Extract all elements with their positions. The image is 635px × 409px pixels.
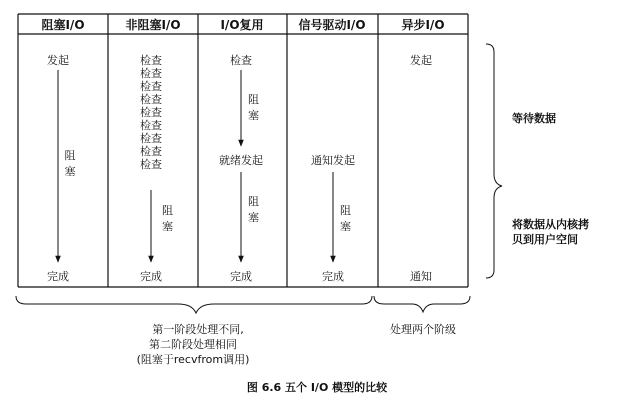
header-async-io: 异步I/O — [401, 18, 445, 32]
signal-block-char-1: 阻 — [340, 204, 351, 217]
async-end-label: 通知 — [410, 270, 432, 283]
header-nonblocking-io: 非阻塞I/O — [125, 18, 181, 32]
multiplex-block-char-4: 塞 — [248, 211, 259, 224]
column-io-multiplexing — [219, 53, 263, 283]
signal-block-char-2: 塞 — [340, 220, 351, 233]
column-blocking-io — [47, 53, 78, 283]
multiplex-block-char-3: 阻 — [248, 195, 259, 208]
right-phase-brace — [486, 44, 502, 278]
blocking-start-label: 发起 — [47, 54, 69, 67]
nonblocking-block-char-1: 阻 — [162, 204, 173, 217]
bottom-note-left-line1: 第一阶段处理不同, — [152, 323, 244, 336]
bottom-brace-left — [16, 296, 372, 313]
nonblocking-end-label: 完成 — [140, 270, 162, 283]
check-label: 检查 — [140, 80, 162, 93]
phase2-label-line2: 贝到用户空间 — [512, 233, 578, 246]
phase1-label: 等待数据 — [512, 112, 556, 125]
bottom-note-left-line3: (阻塞于recvfrom调用) — [136, 353, 250, 366]
check-label: 检查 — [140, 106, 162, 119]
bottom-note-right: 处理两个阶级 — [390, 323, 456, 336]
check-label: 检查 — [140, 93, 162, 106]
bottom-note-left-line2: 第二阶段处理相同 — [149, 338, 237, 351]
nonblocking-block-char-2: 塞 — [162, 220, 173, 233]
signal-end-label: 完成 — [322, 270, 344, 283]
blocking-block-char-1: 阻 — [64, 149, 76, 162]
column-nonblocking-io — [140, 53, 173, 283]
phase2-label-line1: 将数据从内核拷 — [512, 218, 589, 231]
check-label: 检查 — [140, 54, 162, 67]
multiplex-mid-label: 就绪发起 — [219, 154, 263, 167]
multiplex-block-char-1: 阻 — [248, 93, 259, 106]
header-blocking-io: 阻塞I/O — [41, 18, 85, 32]
check-label: 检查 — [140, 119, 162, 132]
blocking-end-label: 完成 — [47, 270, 69, 283]
bottom-brace-right — [374, 296, 470, 312]
multiplex-block-char-2: 塞 — [248, 109, 259, 122]
check-label: 检查 — [140, 67, 162, 80]
signal-mid-label: 通知发起 — [311, 154, 355, 167]
figure-caption: 图 6.6 五个 I/O 模型的比较 — [246, 381, 388, 394]
header-io-multiplexing: I/O复用 — [220, 18, 264, 32]
multiplex-end-label: 完成 — [230, 270, 252, 283]
column-signal-driven-io — [311, 153, 355, 283]
check-label: 检查 — [140, 158, 162, 171]
multiplex-start-label: 检查 — [230, 54, 252, 67]
blocking-block-char-2: 塞 — [64, 165, 76, 178]
async-start-label: 发起 — [410, 54, 432, 67]
column-async-io — [410, 53, 432, 283]
header-signal-driven-io: 信号驱动I/O — [298, 18, 366, 32]
check-label: 检查 — [140, 145, 162, 158]
check-label: 检查 — [140, 132, 162, 145]
